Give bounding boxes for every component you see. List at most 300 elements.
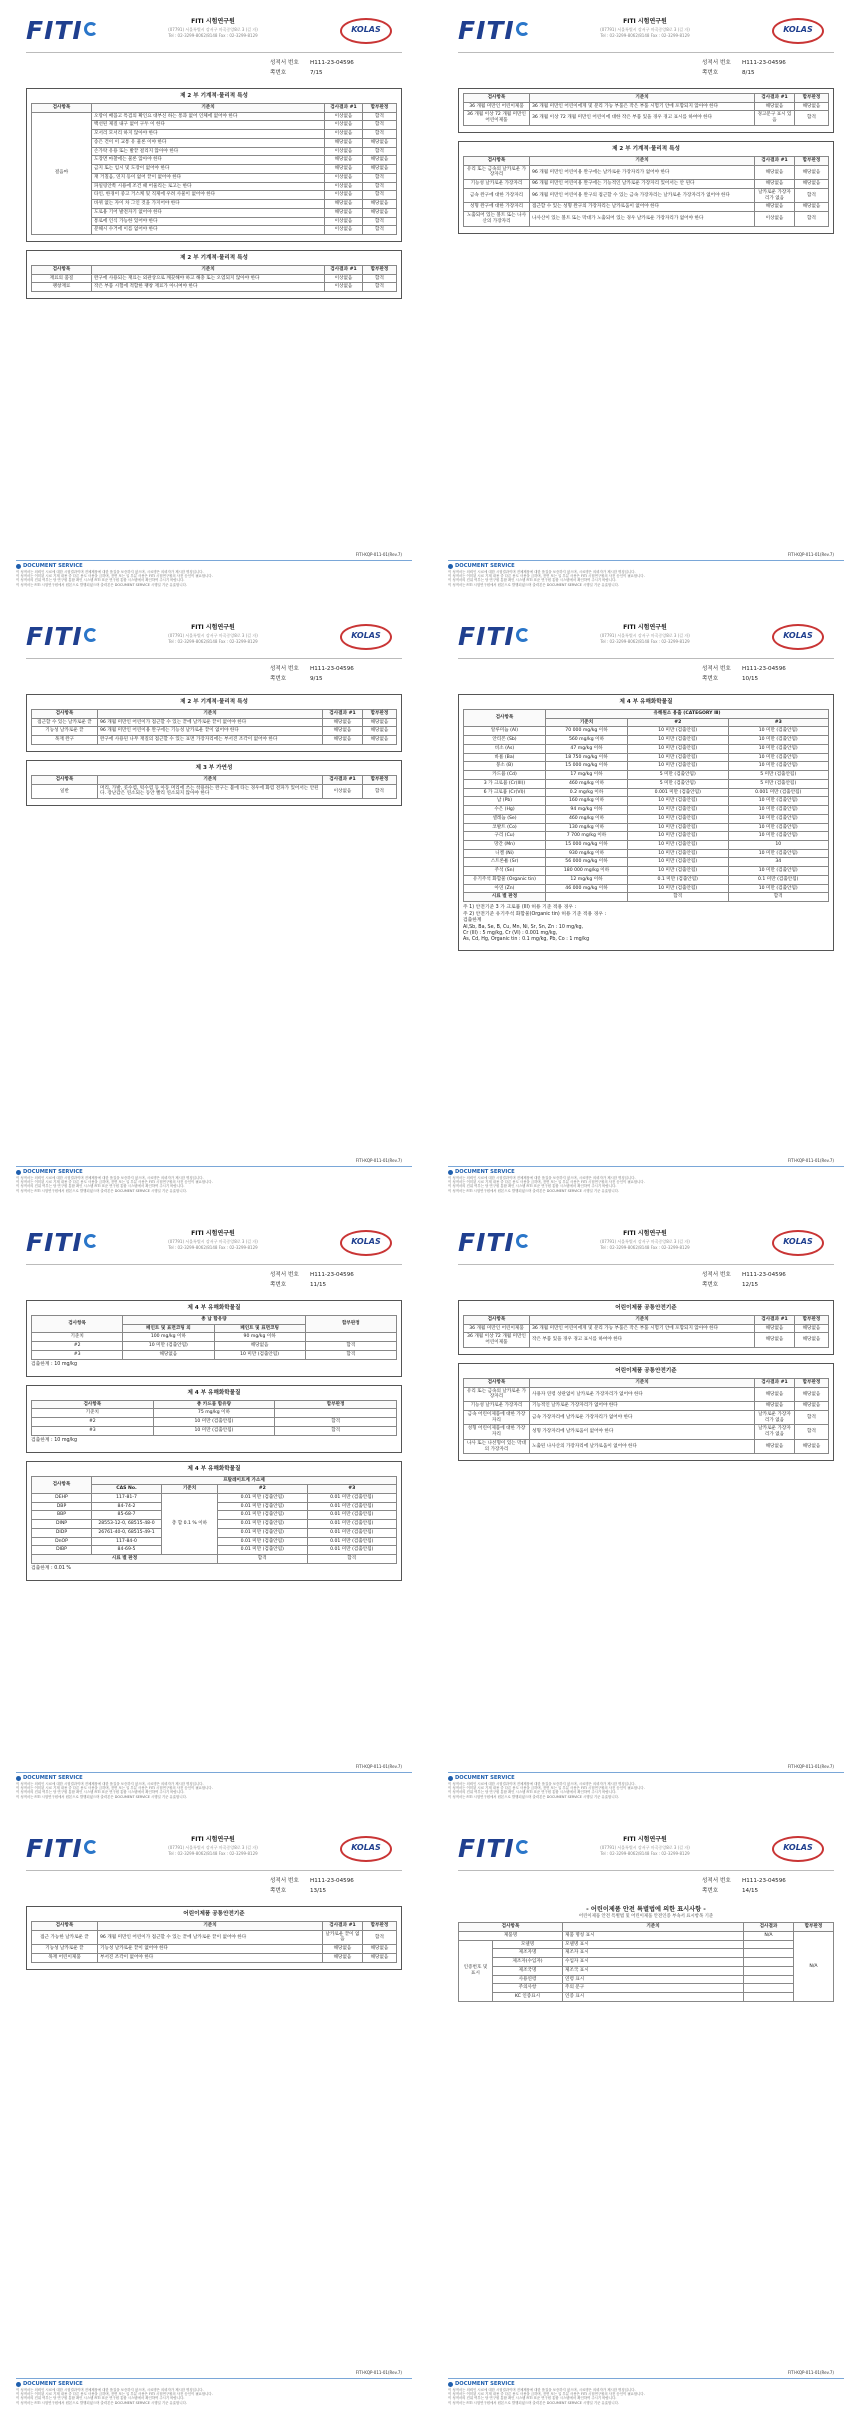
table-row [464, 1402, 829, 1411]
table-row [464, 762, 829, 771]
document-service-icon [448, 1776, 453, 1781]
criteria-cell: 연령 표시 [563, 1975, 744, 1984]
cas-number: 26761-40-0, 68515-49-1 [92, 1528, 162, 1537]
result-cell: 해당없음 [325, 165, 363, 174]
element-name: 3 가 크로뮴 (Cr(III)) [464, 779, 546, 788]
criteria-cell: 사용자 연령 상관없이 날카로운 가장자리가 없어야 한다 [530, 1387, 755, 1401]
criteria-cell: 모서리 모서리 하지 않아야 한다 [92, 130, 325, 139]
result-cell: 해당없음 [325, 156, 363, 165]
table-row [32, 727, 397, 736]
result-cell: 이상없음 [323, 784, 363, 798]
result-cell: 10 미만 (검출안됨) [728, 753, 829, 762]
text-field: 합격 [363, 274, 397, 283]
total-lead-table [31, 1315, 397, 1360]
text-field: Tel : 02-3299-8062/8148 Fax : 02-3299-8129 [168, 1244, 258, 1250]
result-cell: 해당없음 [755, 102, 795, 111]
text-field: 합격 [305, 1342, 396, 1351]
table-cell [464, 893, 829, 902]
text-field: 합격 [307, 1555, 397, 1564]
text-field: 합부판정 [794, 1923, 834, 1932]
text-field: 검출한계 : 10 mg/kg [31, 1361, 77, 1367]
table-row [464, 212, 829, 226]
table-row [32, 1953, 397, 1962]
text-field: FITI [458, 1834, 515, 1864]
text-field: (07791) 서울특별시 강서구 마곡중앙8로 3 (길 자) [168, 1844, 258, 1850]
page-footer [16, 1166, 412, 1193]
text-field: 합격 [728, 893, 829, 902]
table-row [464, 203, 829, 212]
org-name: FITI 시험연구원 [191, 18, 235, 25]
table-cell [275, 1409, 397, 1418]
label-item: 제조자(수입자) [493, 1958, 563, 1967]
text-field: 제 4 부 유해화학물질 [619, 699, 673, 705]
text-field: 성적서 번호 [270, 1272, 299, 1278]
result-cell: 0.01 미만 (검출안됨) [218, 1511, 308, 1520]
text-field: 성적서 번호 [702, 60, 731, 66]
criteria-cell: 제조자 표시 [563, 1949, 744, 1958]
table-row [464, 841, 829, 850]
text-field: 검사항목 [32, 265, 92, 274]
criteria-cell: 통로에 인식 가능한 있어야 한다 [92, 217, 325, 226]
document-service-icon [448, 564, 453, 569]
result-cell: 10 미만 (검출안됨) [628, 858, 729, 867]
cas-number: 84-69-5 [92, 1546, 162, 1555]
text-field: 총 납 함유량 [123, 1315, 306, 1324]
text-field: FITI-KQP-011-01(Rev.7) [787, 2370, 834, 2375]
table-row [459, 1993, 834, 2002]
result-cell: 0.001 미만 (검출안됨) [628, 788, 729, 797]
page-footer [448, 1166, 844, 1193]
text-field: 합부판정 [795, 156, 829, 165]
report-meta [270, 60, 410, 80]
result-cell: 10 미만 (검출안됨) [628, 806, 729, 815]
document-service-icon [448, 1170, 453, 1175]
result-cell: 이상없음 [325, 121, 363, 130]
table-cell [32, 775, 397, 784]
text-field: 검사항목 [32, 1476, 92, 1493]
text-field: 검사항목 [464, 709, 546, 726]
judge-cell: 해당없음 [795, 1333, 829, 1347]
page-footer [16, 560, 412, 587]
item-cell: 유리 또는 금속의 날카로운 가장자리 [464, 1387, 530, 1401]
item-cell: 노출되어 있는 볼트 또는 나사산의 가장자리 [464, 212, 530, 226]
result-cell: 해당없음 [755, 1402, 795, 1411]
text-field: 총 카드뮴 함유량 [153, 1400, 275, 1409]
labeling-title: - 어린이제품 안전 특별법에 의한 표시사항 - [586, 1906, 706, 1913]
result-cell: 날카로운 끝이 없음 [323, 1930, 363, 1944]
judge-cell: 해당없음 [363, 138, 397, 147]
criteria-cell: 12 mg/kg 이하 [546, 875, 628, 884]
text-field: FITI [458, 16, 515, 46]
result-cell: 0.01 미만 (검출안됨) [218, 1546, 308, 1555]
text-field: 검사결과 #1 [323, 709, 363, 718]
item-cell: 36 개월 이상 72 개월 미만인 어린이제품 [464, 111, 530, 125]
table-row [464, 102, 829, 111]
element-name: 붕소 (B) [464, 762, 546, 771]
text-field: 검사결과 [744, 1923, 794, 1932]
judge-cell: 해당없음 [795, 165, 829, 179]
criteria-cell: 15 000 mg/kg 이하 [546, 841, 628, 850]
table-row [464, 1333, 829, 1347]
label-item: 제조자명 [493, 1949, 563, 1958]
table-cell [305, 1333, 396, 1342]
result-cell: 해당없음 [755, 165, 795, 179]
criteria-cell: 180 000 mg/kg 이하 [546, 867, 628, 876]
result-cell: 10 미만 (검출안됨) [628, 823, 729, 832]
criteria-cell: 96 개월 미만인 어린이용 완구에는 기능성 날카로운 끝이 없어야 한다 [98, 727, 323, 736]
criteria-cell: 96 개월 미만인 어린이용 완구의 접근할 수 있는 금속 가장자리는 날카로운 가장자리가 없어야 한다 [530, 188, 755, 202]
result-cell: 이상없음 [325, 130, 363, 139]
phthalate-name: DnOP [32, 1537, 92, 1546]
result-cell [744, 1966, 794, 1975]
text-field: 검출한계 : 10 mg/kg [31, 1437, 77, 1443]
text-field: FITI 시험연구원 [191, 1230, 235, 1237]
text-field: 검사결과 #1 [323, 775, 363, 784]
text-field: 합격 [218, 1555, 308, 1564]
judge-cell: 해당없음 [363, 156, 397, 165]
text-field: 10 미만 (검출안됨) [214, 1350, 305, 1359]
criteria-cell: 94 mg/kg 이하 [546, 806, 628, 815]
result-cell: 해당없음 [755, 203, 795, 212]
item-cell: 성형 완구에 대한 가장자리 [464, 203, 530, 212]
report-page-12 [440, 1218, 852, 1814]
text-field: (07791) 서울특별시 강서구 마곡중앙8로 3 (길 자) [168, 632, 258, 638]
criteria-cell: 바퀴 없는 자이 차 그인 것을 가지어야 한다 [92, 200, 325, 209]
text-field: 기준치 [546, 718, 628, 727]
criteria-cell: 모델명 표시 [563, 1940, 744, 1949]
text-field: 검사항목 [464, 1378, 530, 1387]
note-line: Cr (III) : 5 mg/kg, Cr (VI) : 0.001 mg/kg, [463, 931, 558, 937]
section-common-small-parts [458, 1300, 834, 1355]
text-field: 검사항목 [464, 94, 530, 103]
fiti-logo [26, 16, 98, 46]
table-row [459, 1984, 834, 1993]
item-cell: 유리 또는 금속의 날카로운 가장자리 [464, 165, 530, 179]
table-cell [32, 103, 397, 112]
text-field: 이 성적서의 진위 여부는 당 연구원 통합 확인 시스템 FITI 표준 연구원 통합 시스템에서 확인하여 주시기 바랍니다. [16, 2396, 185, 2401]
text-field: 이 성적서는 의뢰인 시료에 대한 시험결과이며 전체제품에 대한 품질을 보증하지 않으며, 시료명은 의뢰자가 제시한 명칭입니다. [16, 1175, 204, 1180]
criteria-cell: 18 750 mg/kg 이하 [546, 753, 628, 762]
fiti-logo [26, 1228, 98, 1258]
table-row [464, 188, 829, 202]
result-cell: 해당없음 [755, 1333, 795, 1347]
text-field: 합부판정 [795, 1378, 829, 1387]
judge-cell: 해당없음 [363, 736, 397, 745]
text-field: 이 성적서는 의뢰인 시료에 대한 시험결과이며 전체제품에 대한 품질을 보증하지 않으며, 시료명은 의뢰자가 제시한 명칭입니다. [448, 1781, 636, 1786]
text-field: FITI [26, 16, 83, 46]
result-cell: 10 미만 (검출안됨) [728, 744, 829, 753]
table-cell [32, 1921, 397, 1930]
phthalate-name: DIDP [32, 1528, 92, 1537]
result-cell: 10 미만 (검출안됨) [728, 849, 829, 858]
criteria-cell: 제품 명칭 표시 [563, 1931, 744, 1940]
text-field: H111-23-04596 [742, 1878, 786, 1884]
text-field: 이 성적서는 FITI 시험연구원에서 원본으로 발행되었으며 출력본은 DOCUMENT SERVICE 시행일 기준 유효합니다. [16, 1794, 187, 1799]
text-field: 75 mg/kg 이하 [153, 1409, 275, 1418]
table-row [464, 111, 829, 125]
text-field: Tel : 02-3299-8062/8148 Fax : 02-3299-8129 [168, 1850, 258, 1856]
criteria-cell: 분해시 수거에 이를 없어야 한다 [92, 226, 325, 235]
element-migration-table [463, 709, 829, 902]
item-group: 걸음마 [32, 112, 92, 234]
judge-cell: 해당없음 [795, 1439, 829, 1453]
result-cell [744, 1940, 794, 1949]
text-field: 기준치 [162, 1485, 218, 1494]
report-page-9 [8, 612, 420, 1208]
fiti-logo [458, 1228, 530, 1258]
text-field: 합부판정 [363, 775, 397, 784]
result-cell: 10 미만 (검출안됨) [628, 841, 729, 850]
result-cell: 10 미만 (검출안됨) [728, 823, 829, 832]
text-field: FITI 시험연구원 [623, 624, 667, 631]
page-header [8, 1218, 420, 1266]
text-field: H111-23-04596 [310, 666, 354, 672]
text-field: KOLAS [783, 25, 813, 34]
result-cell: 10 미만 (검출안됨) [728, 832, 829, 841]
kolas-seal [772, 18, 824, 44]
fiti-logo [458, 1834, 530, 1864]
criteria-cell: 96 개월 미만인 어린이가 접근할 수 있는 끝에 날카로운 끝이 없어야 한다 [98, 1930, 323, 1944]
judge-cell: 합격 [795, 212, 829, 226]
result-cell: 이상없음 [325, 191, 363, 200]
criteria-cell: 기능성 날카로운 끝이 없어야 한다 [98, 1945, 323, 1954]
page-header [8, 1824, 420, 1872]
element-name: 카드뮴 (Cd) [464, 771, 546, 780]
judge-cell: 해당없음 [795, 1324, 829, 1333]
text-field: 해당없음 [123, 1350, 214, 1359]
item-cell: 일반 [32, 784, 98, 798]
text-field: KOLAS [351, 1237, 381, 1246]
page-header [8, 6, 420, 54]
judge-cell: 합격 [363, 784, 397, 798]
note-line: 검출한계 [463, 918, 482, 924]
criteria-cell: 130 mg/kg 이하 [546, 823, 628, 832]
element-name: 아연 (Zn) [464, 884, 546, 893]
result-cell: 경고문구 표시 있음 [755, 111, 795, 125]
item-cell: 기능성 날카로운 가장자리 [464, 1402, 530, 1411]
criteria-cell: 560 mg/kg 이하 [546, 736, 628, 745]
result-cell: 34 [728, 858, 829, 867]
criteria-cell: 17 mg/kg 이하 [546, 771, 628, 780]
criteria-cell: 총 합 0.1 % 이하 [162, 1494, 218, 1555]
table-row [464, 1425, 829, 1439]
table-row [464, 797, 829, 806]
report-meta [270, 666, 410, 686]
section-material [26, 250, 402, 299]
text-field: 검사항목 [32, 775, 98, 784]
text-field: 검사항목 [459, 1923, 563, 1932]
text-field: 재료의 품질 [32, 274, 92, 283]
text-field: 이 성적서는 이미된 시료 기재 내용 중 다른 용도 사용을 금하며, 전면 또는 일 부분 사용은 FITI 시험연구원의 사전 승인이 필요합니다. [448, 1179, 645, 1184]
text-field: 이 성적서의 진위 여부는 당 연구원 통합 확인 시스템 FITI 표준 연구원 통합 시스템에서 확인하여 주시기 바랍니다. [16, 1184, 185, 1189]
result-cell: 해당없음 [325, 208, 363, 217]
table-cell [32, 1350, 397, 1359]
text-field: 검사항목 [464, 156, 530, 165]
table-cell [32, 1400, 397, 1409]
text-field: FITI [26, 1834, 83, 1864]
text-field: H111-23-04596 [310, 1878, 354, 1884]
section-sharp-points [26, 694, 402, 752]
report-page-14 [440, 1824, 852, 2420]
flammability-table [31, 775, 397, 799]
result-cell: N/A [744, 1931, 794, 1940]
text-field: 합부판정 [795, 1315, 829, 1324]
text-field: #2 [218, 1485, 308, 1494]
text-field: (07791) 서울특별시 강서구 마곡중앙8로 3 (길 자) [600, 26, 690, 32]
criteria-cell: 36 개월 이상 72 개월 미만인 어린이에 대한 작은 부품 있을 경우 경고 표시를 하여야 한다 [530, 111, 755, 125]
text-field: 기준치 [98, 1921, 323, 1930]
org-tel: Tel : 02-3299-8062/8148 Fax : 02-3299-8129 [168, 32, 258, 38]
text-field: 10/15 [742, 675, 759, 682]
cas-number: 84-74-2 [92, 1502, 162, 1511]
text-field: #3 [307, 1485, 397, 1494]
text-field: KOLAS [351, 1843, 381, 1852]
result-cell [744, 1975, 794, 1984]
text-field: 제 2 부 기계적·물리적 특성 [180, 93, 248, 99]
page-header [8, 612, 420, 660]
table-cell [32, 1426, 397, 1435]
text-field: 13/15 [310, 1887, 327, 1894]
text-field: (07791) 서울특별시 강서구 마곡중앙8로 3 (길 자) [168, 1238, 258, 1244]
document-service-icon [448, 2382, 453, 2387]
judge-cell: 합격 [795, 111, 829, 125]
result-cell: 해당없음 [755, 1439, 795, 1453]
cas-number: 85-68-7 [92, 1511, 162, 1520]
text-field: 이 성적서는 이미된 시료 기재 내용 중 다른 용도 사용을 금하며, 전면 또는 일 부분 사용은 FITI 시험연구원의 사전 승인이 필요합니다. [16, 1785, 213, 1790]
criteria-cell: 수입자 표시 [563, 1958, 744, 1967]
note-line: 주 1) 안전기준 3 가 크로뮴 (III) 허용 기준 적용 경우 : [463, 905, 577, 911]
result-cell: 10 미만 (검출안됨) [628, 814, 729, 823]
item-cell: 목재 완구 [32, 736, 98, 745]
item-cell: 36 개월 미만인 어린이제품 [464, 102, 530, 111]
criteria-cell: 접근할 수 있는 성형 완구의 가장자리는 날카로움이 없어야 한다 [530, 203, 755, 212]
text-field: KOLAS [783, 631, 813, 640]
text-field: 쪽번호 [702, 675, 719, 682]
text-field: 이 성적서는 이미된 시료 기재 내용 중 다른 용도 사용을 금하며, 전면 또는 일 부분 사용은 FITI 시험연구원의 사전 승인이 필요합니다. [448, 2391, 645, 2396]
table-row [32, 784, 397, 798]
fiti-logo [26, 622, 98, 652]
text-field: 이 성적서는 의뢰인 시료에 대한 시험결과이며 전체제품에 대한 품질을 보증하지 않으며, 시료명은 의뢰자가 제시한 명칭입니다. [448, 1175, 636, 1180]
criteria-cell: 타인, 한경이 중고 거스케 및 직제에 우려 사물이 없어야 한다 [92, 191, 325, 200]
result-cell: 해당없음 [323, 736, 363, 745]
text-field: 이 성적서는 의뢰인 시료에 대한 시험결과이며 전체제품에 대한 품질을 보증하지 않으며, 시료명은 의뢰자가 제시한 명칭입니다. [448, 569, 636, 574]
table-row [464, 832, 829, 841]
result-cell: 10 미만 (검출안됨) [628, 849, 729, 858]
text-field: 이 성적서는 FITI 시험연구원에서 원본으로 발행되었으며 출력본은 DOCUMENT SERVICE 시행일 기준 유효합니다. [448, 1794, 619, 1799]
judge-cell: 해당없음 [795, 1387, 829, 1401]
note-line: 주 2) 안전기준 유기주석 화합물(Organic tin) 허용 기준 적용 경우 : [463, 911, 607, 917]
judge-cell: 합격 [363, 226, 397, 235]
text-field: 기준치 [563, 1923, 744, 1932]
table-row [32, 718, 397, 727]
text-field: 어린이제품 공통안전기준 [615, 1367, 677, 1374]
text-field: 검사결과 #1 [755, 1378, 795, 1387]
criteria-cell: 완구에 사용된 나무 재질의 접근할 수 있는 표면 가장자리에는 부서진 조각이 없어야 한다 [98, 736, 323, 745]
text-field: 검사결과 #1 [325, 103, 363, 112]
item-cell: 목재 어린이제품 [32, 1953, 98, 1962]
table-row [459, 1975, 834, 1984]
text-field: 90 mg/kg 이하 [214, 1333, 305, 1342]
table-cell [32, 1409, 397, 1418]
text-field: 기준치 [32, 1409, 154, 1418]
criteria-cell: 도장면 마찰에는 물론 않아야 한다 [92, 156, 325, 165]
text-field: 쪽번호 [270, 69, 287, 76]
text-field: 이 성적서는 FITI 시험연구원에서 원본으로 발행되었으며 출력본은 DOCUMENT SERVICE 시행일 기준 유효합니다. [16, 1188, 187, 1193]
item-cell: 나사 또는 나선형이 있는 막대의 가장자리 [464, 1439, 530, 1453]
table-row [464, 1387, 829, 1401]
table-row [459, 1949, 834, 1958]
text-field: 합부판정 [795, 94, 829, 103]
result-cell: 10 미만 (검출안됨) [628, 832, 729, 841]
criteria-cell: 금속 가장자리에 날카로운 가장자리가 없어야 한다 [530, 1410, 755, 1424]
page-header [440, 1824, 852, 1872]
edges-table [463, 156, 829, 227]
text-field: 팽창재료 [32, 283, 92, 292]
phthalate-name: DINP [32, 1520, 92, 1529]
result-cell: 10 미만 (검출안됨) [628, 727, 729, 736]
table-row [464, 744, 829, 753]
result-cell [744, 1984, 794, 1993]
text-field: 이 성적서의 진위 여부는 당 연구원 통합 확인 시스템 FITI 표준 연구원 통합 시스템에서 확인하여 주시기 바랍니다. [16, 1790, 185, 1795]
table-row [459, 1966, 834, 1975]
document-service-icon [16, 1170, 21, 1175]
result-cell: 10 미만 (검출안됨) [728, 727, 829, 736]
table-cell [464, 709, 829, 718]
result-cell: 0.01 미만 (검출안됨) [218, 1494, 308, 1503]
result-cell: 10 미만 (검출안됨) [728, 884, 829, 893]
text-field: 완구에 사용되는 재료는 외관상으로 깨끗해야 하고 해충 또는 오염되지 않아야 한다 [92, 274, 325, 283]
text-field: Tel : 02-3299-8062/8148 Fax : 02-3299-8129 [600, 1244, 690, 1250]
result-cell: 10 미만 (검출안됨) [728, 806, 829, 815]
text-field: #2 [628, 718, 729, 727]
page-footer [16, 1772, 412, 1799]
report-page-10 [440, 612, 852, 1208]
table-cell [32, 1418, 397, 1427]
fiti-logo [26, 1834, 98, 1864]
judge-cell: 해당없음 [363, 1953, 397, 1962]
table-row [459, 1931, 834, 1940]
table-cell [32, 283, 397, 292]
page-footer [16, 2378, 412, 2405]
phthalate-name: DEHP [32, 1494, 92, 1503]
element-name: 주석 (Sn) [464, 867, 546, 876]
kolas-seal [340, 624, 392, 650]
label-item: 사용연령 [493, 1975, 563, 1984]
criteria-cell: 머리, 가발, 콧수염, 턱수염 등 아동 머리에 쓰는 착용하는 완구는 불에 타는 경우에 화염 전파가 있어서는 안된다. 장난감은 연소되는 동안 빨리 연소되지 않아야 한다 [98, 784, 323, 798]
fiti-logo [458, 622, 530, 652]
judge-cell: 해당없음 [795, 203, 829, 212]
criteria-cell: 160 mg/kg 이하 [546, 797, 628, 806]
result-cell: 10 미만 (검출안됨) [628, 867, 729, 876]
text-field: KOLAS [351, 631, 381, 640]
note-line: As, Cd, Hg, Organic tin : 0.1 mg/kg, Pb, Co : 1 mg/kg [463, 937, 590, 943]
table-row [464, 806, 829, 815]
criteria-cell: 손가락 유용 또는 발끝 걸리지 않아야 한다 [92, 147, 325, 156]
text-field: 기준치 [530, 156, 755, 165]
mechanical-table [31, 103, 397, 235]
criteria-cell: 오랑이 배꼽고 특검의 확인요 대부신 하는 통과 없어 인체에 없어야 한다 [92, 112, 325, 121]
text-field: (07791) 서울특별시 강서구 마곡중앙8로 3 (길 자) [600, 632, 690, 638]
judge-cell: 해당없음 [363, 200, 397, 209]
text-field: 페인트 및 표면코팅 [214, 1324, 305, 1333]
text-field: 성적서 번호 [702, 1272, 731, 1278]
text-field: 10 미만 (검출안됨) [123, 1342, 214, 1351]
label-item: 제품명 [459, 1931, 563, 1940]
text-field: 합부판정 [363, 1921, 397, 1930]
result-cell: 이상없음 [325, 217, 363, 226]
table-row [464, 1439, 829, 1453]
result-cell: 해당없음 [755, 1387, 795, 1401]
